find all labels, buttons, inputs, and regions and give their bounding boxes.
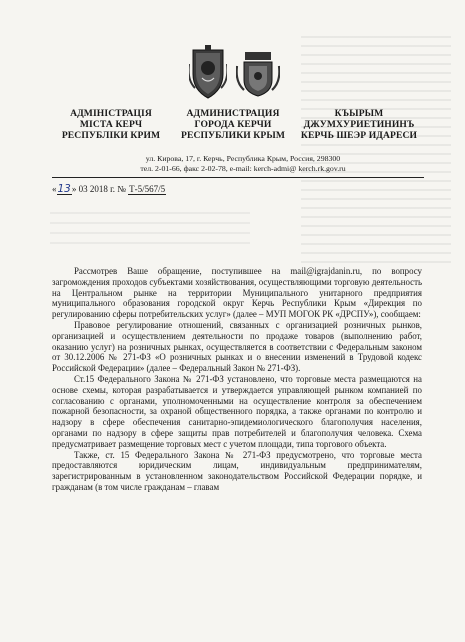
kerch-coat-of-arms-icon [236, 52, 280, 98]
header-russian-line: ГОРОДА КЕРЧИ [194, 119, 272, 130]
header-crimean-tatar-line: ДЖУМХУРИЕТИНИНЪ [303, 119, 415, 130]
header-divider [52, 177, 424, 178]
crimea-coat-of-arms-icon [189, 44, 227, 102]
header-russian [172, 108, 294, 141]
document-reference [52, 183, 166, 195]
header-ukrainian [52, 108, 170, 141]
paragraph: Рассмотрев Ваше обращение, поступившее на mail@igrajdanin.ru, по вопросу загромождения проходов субъектами хозяйствования, осуществляющими торговую деятельность на Центральном рынке на территории Муниципального унитарного предприятия муниципального образования городской округ Керчь Республики Крым «Дирекция по регулированию сферы потребительских услуг» (далее – МУП МОГОК РК «ДРСПУ»), сообщаем: [52, 266, 422, 320]
letter-body [52, 266, 422, 493]
day-value: 13 [57, 183, 71, 195]
handwritten-day [57, 184, 72, 195]
header-russian-line: РЕСПУБЛИКИ КРЫМ [180, 130, 285, 141]
date-and-number-label: 03 2018 г. № [78, 184, 126, 194]
paragraph: Ст.15 Федерального Закона № 271-ФЗ установлено, что торговые места размещаются на основе схемы, которая разрабатывается и утверждается управляющей рынком компанией по согласованию с органами, уполномоченными на осуществление контроля за обеспечением пожарной безопасности, за охраной общественного порядка, а также органами по контролю и надзору в сфере обеспечения санитарно-эпидемиологического благополучия населения, органами по надзору в сфере защиты прав потребителей и благополучия человека. Схема предусматривает размещение торговых мест с учетом площади, типа торгового объекта. [52, 373, 422, 449]
quote-close: » [71, 184, 77, 194]
header-ukrainian-line: АДМІНІСТРАЦІЯ [70, 108, 152, 119]
paragraph: Правовое регулирование отношений, связанных с организацией розничных рынков, организацией и осуществлением деятельности по продаже товаров (выполнению работ, оказанию услуг) на розничных рынках, осуществляется в соответствии с Федеральным законом от 30.12.2006 № 271-ФЗ «О розничных рынках и о внесении изменений в Трудовой кодекс Российской Федерации» (далее – Федеральный Закон № 271-ФЗ). [52, 319, 422, 374]
header-crimean-tatar-line: КЪЫРЫМ [334, 108, 384, 119]
show-through [301, 36, 451, 266]
show-through-lower [50, 212, 250, 252]
address-block [118, 154, 368, 174]
paragraph: Также, ст. 15 Федерального Закона № 271-ФЗ предусмотрено, что торговые места предоставляются юридическим лицам, индивидуальным предпринимателям, зарегистрированным в установленном законодательством Российской Федерации порядке, и гражданам (в том числе гражданам – главам [52, 449, 422, 492]
header-ukrainian-line: РЕСПУБЛІКИ КРИМ [61, 130, 161, 141]
header-ukrainian-line: МІСТА КЕРЧ [79, 119, 143, 130]
header-crimean-tatar-line: КЕРЧЬ ШЕЭР ИДАРЕСИ [300, 130, 418, 141]
header-russian-line: АДМИНИСТРАЦИЯ [186, 108, 280, 119]
address-line: ул. Кирова, 17, г. Керчь, Республика Крым, Россия, 298300 [145, 154, 341, 163]
contact-line: тел. 2-01-66, факс 2-02-78, e-mail: kerch-admi@ kerch.rk.gov.ru [140, 164, 346, 173]
header-crimean-tatar [296, 108, 422, 141]
document-number: Т-5/567/5 [129, 184, 166, 194]
quote-open: « [52, 184, 57, 194]
